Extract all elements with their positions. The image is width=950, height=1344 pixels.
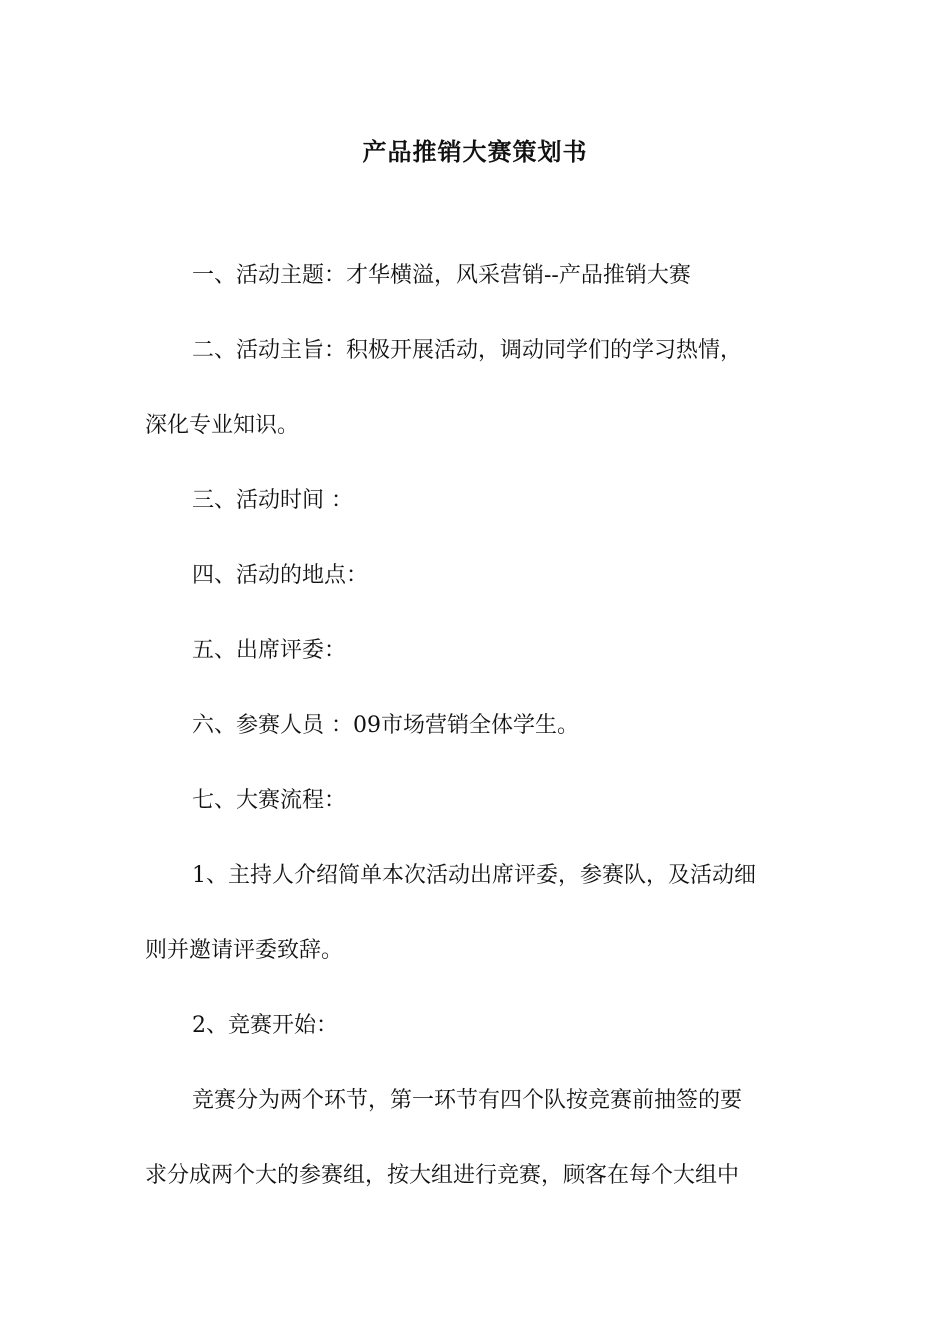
section-judges: 五、出席评委： <box>192 638 347 663</box>
process-step-2: 2、竞赛开始： <box>192 1013 338 1038</box>
section-theme: 一、活动主题：才华横溢，风采营销--产品推销大赛 <box>192 263 691 288</box>
competition-description-continued: 求分成两个大的参赛组，按大组进行竞赛，顾客在每个大组中 <box>145 1163 740 1188</box>
section-location: 四、活动的地点： <box>192 563 369 588</box>
section-participants: 六、参赛人员 ：09市场营销全体学生。 <box>192 713 579 738</box>
section-purpose: 二、活动主旨：积极开展活动，调动同学们的学习热情， <box>192 338 743 363</box>
section-time: 三、活动时间 ： <box>192 488 353 513</box>
document-title: 产品推销大赛策划书 <box>362 137 588 166</box>
process-step-1-continued: 则并邀请评委致辞。 <box>145 938 344 963</box>
section-purpose-continued: 深化专业知识。 <box>145 413 300 438</box>
competition-description: 竞赛分为两个环节，第一环节有四个队按竞赛前抽签的要 <box>192 1088 743 1113</box>
section-process: 七、大赛流程： <box>192 788 347 813</box>
process-step-1: 1、主持人介绍简单本次活动出席评委，参赛队，及活动细 <box>192 863 756 888</box>
